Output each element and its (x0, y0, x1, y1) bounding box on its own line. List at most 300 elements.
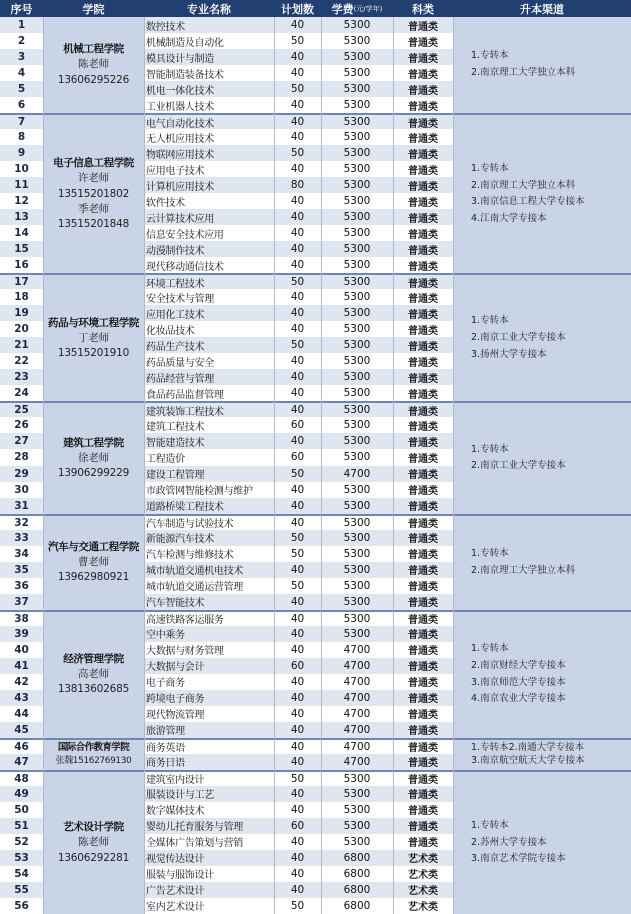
column-divider (274, 17, 275, 914)
row-plan: 40 (274, 610, 321, 626)
row-major: 市政管网智能检测与维护 (144, 482, 274, 498)
row-fee: 4700 (321, 642, 393, 658)
row-fee: 5300 (321, 546, 393, 562)
row-fee: 5300 (321, 369, 393, 385)
row-seq: 47 (0, 754, 43, 770)
row-seq: 51 (0, 818, 43, 834)
row-major: 药品质量与安全 (144, 353, 274, 369)
row-major: 汽车制造与试验技术 (144, 514, 274, 530)
row-fee: 5300 (321, 129, 393, 145)
row-kind: 普通类 (393, 706, 453, 722)
row-fee: 5300 (321, 113, 393, 129)
row-fee: 5300 (321, 401, 393, 417)
row-plan: 40 (274, 882, 321, 898)
row-kind: 普通类 (393, 834, 453, 850)
row-plan: 60 (274, 417, 321, 433)
row-plan: 60 (274, 818, 321, 834)
college-contact: 13606292281 (57, 851, 130, 864)
channel-item: 1.专转本2.南通大学专接本 (471, 742, 585, 754)
row-fee: 5300 (321, 241, 393, 257)
row-seq: 53 (0, 850, 43, 866)
row-major: 药品生产技术 (144, 337, 274, 353)
channel-item: 4.江南大学专接本 (471, 212, 547, 224)
channel-item: 3.南京信息工程大学专接本 (471, 196, 585, 208)
channel-item: 1.专转本 (471, 819, 509, 831)
row-kind: 普通类 (393, 305, 453, 321)
row-major: 汽车检测与维修技术 (144, 546, 274, 562)
row-kind: 普通类 (393, 802, 453, 818)
column-divider (144, 17, 145, 914)
row-plan: 40 (274, 305, 321, 321)
row-plan: 40 (274, 866, 321, 882)
row-plan: 40 (274, 690, 321, 706)
college-contact: 13515201802 (57, 187, 130, 200)
row-fee: 5300 (321, 530, 393, 546)
row-kind: 普通类 (393, 193, 453, 209)
channel-item: 2.苏州大学专接本 (471, 836, 547, 848)
row-kind: 普通类 (393, 754, 453, 770)
channel-item: 1.专转本 (471, 443, 509, 455)
row-major: 全媒体广告策划与营销 (144, 834, 274, 850)
row-kind: 普通类 (393, 385, 453, 401)
row-major: 安全技术与管理 (144, 289, 274, 305)
row-plan: 40 (274, 113, 321, 129)
channel-cell (453, 17, 631, 113)
row-fee: 4700 (321, 706, 393, 722)
row-kind: 普通类 (393, 225, 453, 241)
row-major: 现代移动通信技术 (144, 257, 274, 273)
row-plan: 40 (274, 209, 321, 225)
row-fee: 5300 (321, 305, 393, 321)
row-kind: 普通类 (393, 738, 453, 754)
row-kind: 普通类 (393, 161, 453, 177)
row-kind: 艺术类 (393, 850, 453, 866)
row-fee: 5300 (321, 177, 393, 193)
row-kind: 普通类 (393, 562, 453, 578)
college-name: 国际合作教育学院 (57, 742, 130, 754)
row-seq: 27 (0, 433, 43, 449)
channel-item: 2.南京财经大学专接本 (471, 660, 566, 672)
header-seq: 序号 (0, 0, 43, 17)
row-kind: 普通类 (393, 658, 453, 674)
row-plan: 40 (274, 754, 321, 770)
header-fee (321, 0, 393, 17)
college-cell (43, 113, 144, 273)
row-kind: 普通类 (393, 145, 453, 161)
row-plan: 40 (274, 225, 321, 241)
row-fee: 5300 (321, 786, 393, 802)
row-plan: 40 (274, 482, 321, 498)
row-seq: 42 (0, 674, 43, 690)
row-kind: 艺术类 (393, 898, 453, 914)
row-seq: 45 (0, 722, 43, 738)
college-contact: 13813602685 (57, 683, 130, 696)
row-fee: 5300 (321, 482, 393, 498)
row-fee: 5300 (321, 417, 393, 433)
row-plan: 40 (274, 385, 321, 401)
row-seq: 15 (0, 241, 43, 257)
row-kind: 普通类 (393, 273, 453, 289)
row-seq: 37 (0, 594, 43, 610)
row-kind: 普通类 (393, 818, 453, 834)
row-seq: 18 (0, 289, 43, 305)
row-seq: 32 (0, 514, 43, 530)
row-plan: 40 (274, 353, 321, 369)
row-major: 工业机器人技术 (144, 97, 274, 113)
row-major: 视觉传达设计 (144, 850, 274, 866)
column-divider (393, 17, 394, 914)
channel-cell (453, 514, 631, 610)
row-kind: 普通类 (393, 65, 453, 81)
row-plan: 40 (274, 834, 321, 850)
row-seq: 17 (0, 273, 43, 289)
row-seq: 7 (0, 113, 43, 129)
row-seq: 34 (0, 546, 43, 562)
column-divider (43, 17, 44, 914)
row-kind: 普通类 (393, 674, 453, 690)
row-kind: 艺术类 (393, 882, 453, 898)
row-seq: 10 (0, 161, 43, 177)
row-major: 信息安全技术应用 (144, 225, 274, 241)
row-seq: 11 (0, 177, 43, 193)
row-major: 机电一体化技术 (144, 81, 274, 97)
row-major: 跨境电子商务 (144, 690, 274, 706)
channel-item: 2.南京工业大学专接本 (471, 332, 566, 344)
row-major: 服装与服饰设计 (144, 866, 274, 882)
row-fee: 6800 (321, 850, 393, 866)
college-cell (43, 514, 144, 610)
row-major: 建筑工程技术 (144, 417, 274, 433)
college-contact: 丁老师 (78, 331, 109, 344)
row-major: 应用化工技术 (144, 305, 274, 321)
row-major: 大数据与会计 (144, 658, 274, 674)
row-major: 智能建造技术 (144, 433, 274, 449)
college-cell (43, 273, 144, 401)
row-plan: 40 (274, 626, 321, 642)
row-plan: 40 (274, 369, 321, 385)
row-plan: 40 (274, 433, 321, 449)
header-college: 学院 (43, 0, 144, 17)
row-fee: 5300 (321, 65, 393, 81)
row-major: 模具设计与制造 (144, 49, 274, 65)
channel-item: 4.南京农业大学专接本 (471, 693, 566, 705)
row-seq: 8 (0, 129, 43, 145)
channel-item: 3.南京师范大学专接本 (471, 676, 566, 688)
channel-item: 3.扬州大学专接本 (471, 348, 547, 360)
row-major: 商务日语 (144, 754, 274, 770)
row-kind: 普通类 (393, 642, 453, 658)
row-fee: 5300 (321, 161, 393, 177)
row-kind: 普通类 (393, 722, 453, 738)
row-seq: 4 (0, 65, 43, 81)
row-major: 数控技术 (144, 17, 274, 33)
row-seq: 33 (0, 530, 43, 546)
college-contact: 陈老师 (78, 58, 109, 71)
row-major: 数字媒体技术 (144, 802, 274, 818)
college-contact: 13606295226 (57, 73, 130, 86)
row-kind: 普通类 (393, 417, 453, 433)
college-cell (43, 770, 144, 914)
row-seq: 40 (0, 642, 43, 658)
row-seq: 49 (0, 786, 43, 802)
row-major: 机械制造及自动化 (144, 33, 274, 49)
row-plan: 40 (274, 289, 321, 305)
row-major: 商务英语 (144, 738, 274, 754)
channel-cell (453, 401, 631, 513)
college-name: 建筑工程学院 (63, 436, 124, 449)
row-kind: 普通类 (393, 241, 453, 257)
row-fee: 5300 (321, 97, 393, 113)
row-major: 室内艺术设计 (144, 898, 274, 914)
channel-cell (453, 770, 631, 914)
college-contact: 季老师 (78, 202, 109, 215)
college-cell (43, 401, 144, 513)
row-fee: 5300 (321, 145, 393, 161)
college-name: 药品与环境工程学院 (48, 316, 139, 329)
row-fee: 5300 (321, 770, 393, 786)
row-major: 环境工程技术 (144, 273, 274, 289)
row-kind: 普通类 (393, 209, 453, 225)
column-divider (321, 17, 322, 914)
header-fee-label: 学费 (331, 2, 354, 16)
row-kind: 普通类 (393, 690, 453, 706)
row-kind: 普通类 (393, 97, 453, 113)
row-fee: 5300 (321, 209, 393, 225)
row-fee: 4700 (321, 674, 393, 690)
row-kind: 普通类 (393, 626, 453, 642)
row-plan: 40 (274, 722, 321, 738)
channel-item: 3.南京艺术学院专接本 (471, 853, 566, 865)
channel-cell (453, 273, 631, 401)
row-fee: 5300 (321, 273, 393, 289)
row-plan: 50 (274, 337, 321, 353)
row-fee: 5300 (321, 81, 393, 97)
row-kind: 普通类 (393, 17, 453, 33)
college-contact: 高老师 (78, 668, 109, 681)
college-contact: 13962980921 (57, 571, 130, 584)
row-seq: 38 (0, 610, 43, 626)
row-seq: 1 (0, 17, 43, 33)
row-plan: 60 (274, 658, 321, 674)
header-fee-unit: (元/学年) (353, 4, 383, 13)
header-channel: 升本渠道 (453, 0, 631, 17)
row-seq: 22 (0, 353, 43, 369)
row-fee: 5300 (321, 385, 393, 401)
row-fee: 5300 (321, 49, 393, 65)
row-seq: 26 (0, 417, 43, 433)
row-seq: 28 (0, 449, 43, 465)
row-plan: 40 (274, 802, 321, 818)
row-major: 空中乘务 (144, 626, 274, 642)
row-fee: 5300 (321, 289, 393, 305)
row-seq: 56 (0, 898, 43, 914)
row-plan: 40 (274, 850, 321, 866)
row-major: 现代物流管理 (144, 706, 274, 722)
row-fee: 5300 (321, 834, 393, 850)
header-kind: 科类 (393, 0, 453, 17)
row-plan: 40 (274, 738, 321, 754)
row-seq: 55 (0, 882, 43, 898)
row-plan: 40 (274, 49, 321, 65)
row-major: 广告艺术设计 (144, 882, 274, 898)
row-plan: 40 (274, 241, 321, 257)
row-seq: 2 (0, 33, 43, 49)
row-kind: 普通类 (393, 433, 453, 449)
row-plan: 40 (274, 786, 321, 802)
row-fee: 5300 (321, 433, 393, 449)
row-fee: 5300 (321, 321, 393, 337)
row-seq: 3 (0, 49, 43, 65)
row-major: 电子商务 (144, 674, 274, 690)
row-major: 电气自动化技术 (144, 113, 274, 129)
row-major: 软件技术 (144, 193, 274, 209)
row-fee: 5300 (321, 514, 393, 530)
row-seq: 39 (0, 626, 43, 642)
row-plan: 40 (274, 594, 321, 610)
row-seq: 54 (0, 866, 43, 882)
row-major: 建设工程管理 (144, 466, 274, 482)
row-fee: 5300 (321, 449, 393, 465)
row-major: 建筑室内设计 (144, 770, 274, 786)
row-kind: 普通类 (393, 498, 453, 514)
row-plan: 40 (274, 401, 321, 417)
row-fee: 5300 (321, 193, 393, 209)
row-plan: 50 (274, 578, 321, 594)
row-seq: 16 (0, 257, 43, 273)
row-fee: 5300 (321, 225, 393, 241)
row-kind: 普通类 (393, 257, 453, 273)
row-plan: 80 (274, 177, 321, 193)
row-plan: 50 (274, 81, 321, 97)
row-fee: 6800 (321, 866, 393, 882)
row-plan: 40 (274, 674, 321, 690)
row-seq: 29 (0, 466, 43, 482)
row-fee: 5300 (321, 498, 393, 514)
channel-item: 2.南京理工大学独立本科 (471, 67, 576, 79)
college-cell (43, 738, 144, 770)
row-plan: 40 (274, 642, 321, 658)
row-major: 高速铁路客运服务 (144, 610, 274, 626)
row-major: 工程造价 (144, 449, 274, 465)
row-seq: 20 (0, 321, 43, 337)
row-plan: 40 (274, 17, 321, 33)
row-kind: 普通类 (393, 49, 453, 65)
row-fee: 5300 (321, 257, 393, 273)
row-fee: 4700 (321, 466, 393, 482)
row-fee: 5300 (321, 562, 393, 578)
row-fee: 5300 (321, 337, 393, 353)
channel-item: 1.专转本 (471, 50, 509, 62)
row-plan: 50 (274, 466, 321, 482)
college-cell (43, 610, 144, 738)
row-kind: 普通类 (393, 81, 453, 97)
row-seq: 14 (0, 225, 43, 241)
row-plan: 50 (274, 546, 321, 562)
row-kind: 普通类 (393, 482, 453, 498)
channel-item: 3.南京航空航天大学专接本 (471, 754, 585, 766)
row-kind: 普通类 (393, 289, 453, 305)
row-seq: 43 (0, 690, 43, 706)
row-fee: 5300 (321, 33, 393, 49)
channel-cell (453, 738, 631, 770)
row-plan: 40 (274, 706, 321, 722)
row-kind: 普通类 (393, 177, 453, 193)
row-fee: 4700 (321, 738, 393, 754)
row-plan: 40 (274, 514, 321, 530)
channel-item: 1.专转本 (471, 162, 509, 174)
row-fee: 5300 (321, 594, 393, 610)
row-major: 道路桥梁工程技术 (144, 498, 274, 514)
row-seq: 24 (0, 385, 43, 401)
row-kind: 普通类 (393, 514, 453, 530)
row-seq: 21 (0, 337, 43, 353)
channel-item: 1.专转本 (471, 643, 509, 655)
row-major: 大数据与财务管理 (144, 642, 274, 658)
row-fee: 5300 (321, 626, 393, 642)
row-plan: 40 (274, 97, 321, 113)
row-seq: 48 (0, 770, 43, 786)
row-major: 建筑装饰工程技术 (144, 401, 274, 417)
row-fee: 5300 (321, 578, 393, 594)
row-seq: 46 (0, 738, 43, 754)
row-fee: 4700 (321, 754, 393, 770)
row-major: 无人机应用技术 (144, 129, 274, 145)
row-major: 婴幼儿托育服务与管理 (144, 818, 274, 834)
college-contact: 许老师 (78, 172, 109, 185)
row-major: 汽车智能技术 (144, 594, 274, 610)
row-plan: 50 (274, 273, 321, 289)
row-fee: 4700 (321, 658, 393, 674)
row-kind: 普通类 (393, 786, 453, 802)
row-kind: 普通类 (393, 401, 453, 417)
row-major: 物联网应用技术 (144, 145, 274, 161)
row-seq: 35 (0, 562, 43, 578)
college-cell (43, 17, 144, 113)
row-seq: 52 (0, 834, 43, 850)
row-fee: 5300 (321, 17, 393, 33)
row-fee: 4700 (321, 722, 393, 738)
row-fee: 4700 (321, 690, 393, 706)
row-fee: 5300 (321, 802, 393, 818)
row-kind: 艺术类 (393, 866, 453, 882)
row-seq: 13 (0, 209, 43, 225)
row-plan: 50 (274, 33, 321, 49)
row-kind: 普通类 (393, 353, 453, 369)
row-plan: 60 (274, 449, 321, 465)
row-plan: 50 (274, 898, 321, 914)
row-kind: 普通类 (393, 610, 453, 626)
row-fee: 5300 (321, 610, 393, 626)
row-seq: 19 (0, 305, 43, 321)
row-major: 计算机应用技术 (144, 177, 274, 193)
row-seq: 25 (0, 401, 43, 417)
row-seq: 50 (0, 802, 43, 818)
row-plan: 50 (274, 145, 321, 161)
college-contact: 徐老师 (78, 451, 109, 464)
channel-item: 1.专转本 (471, 547, 509, 559)
row-plan: 40 (274, 129, 321, 145)
row-major: 动漫制作技术 (144, 241, 274, 257)
row-kind: 普通类 (393, 530, 453, 546)
row-kind: 普通类 (393, 770, 453, 786)
channel-item: 2.南京工业大学专接本 (471, 460, 566, 472)
row-major: 城市轨道交通机电技术 (144, 562, 274, 578)
row-major: 智能制造装备技术 (144, 65, 274, 81)
row-major: 云计算技术应用 (144, 209, 274, 225)
row-seq: 23 (0, 369, 43, 385)
college-contact: 曹老师 (78, 555, 109, 568)
college-contact: 13906299229 (57, 467, 130, 480)
